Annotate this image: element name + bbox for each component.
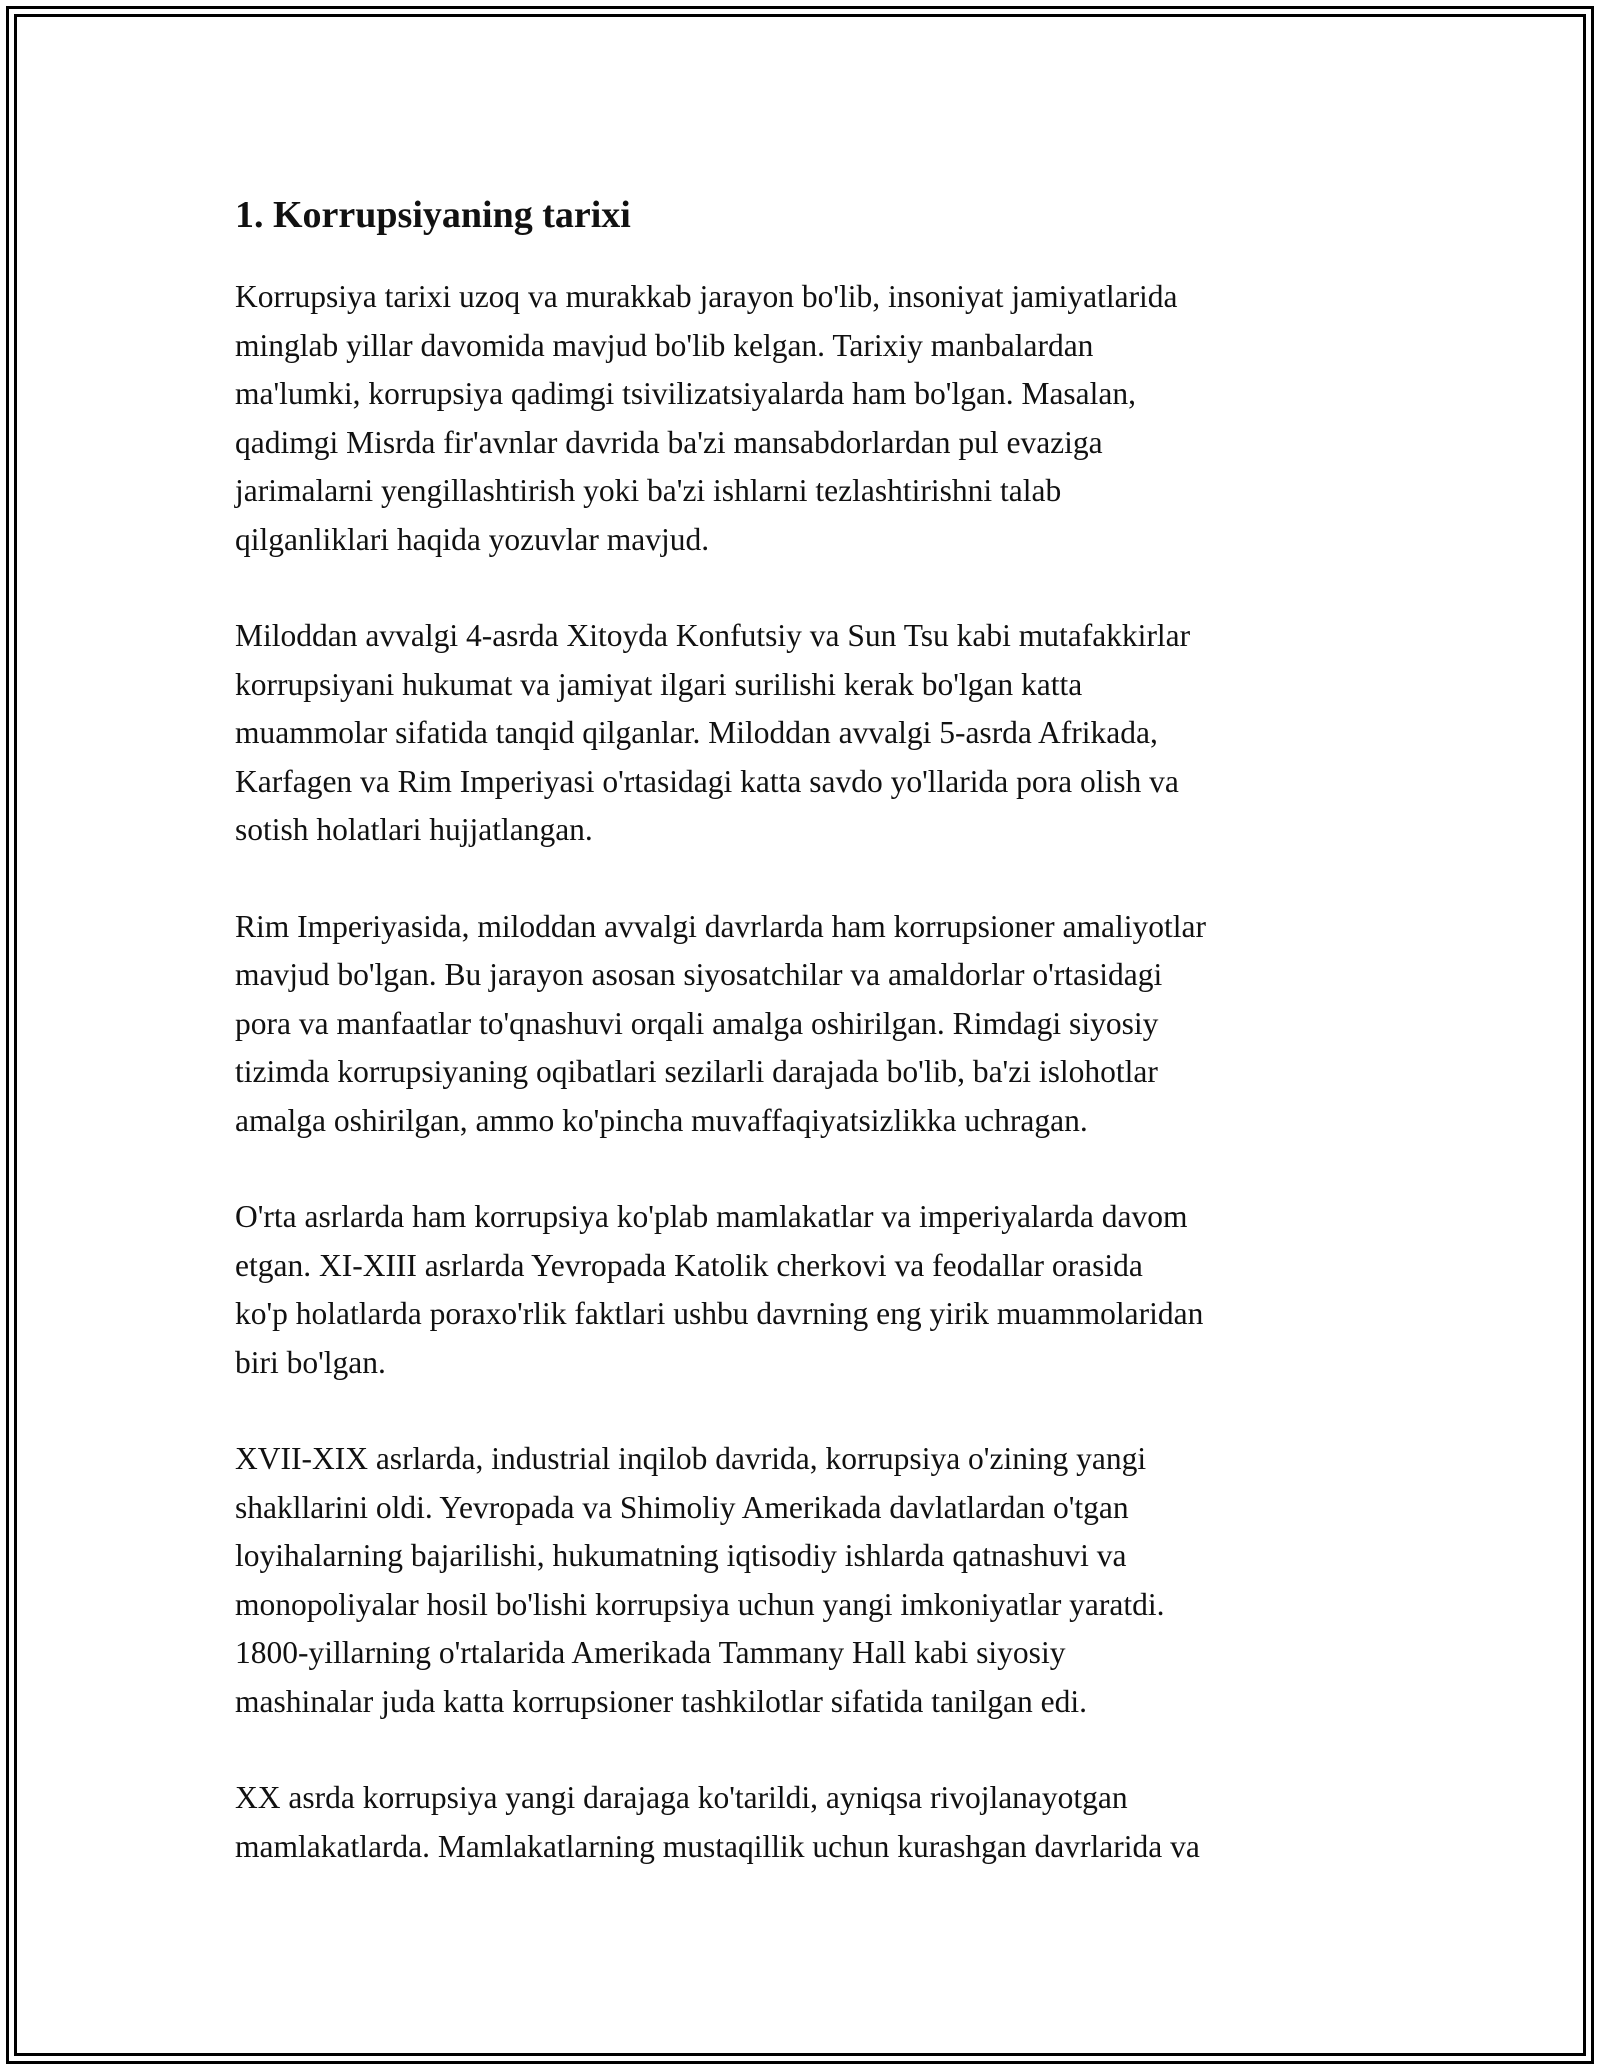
- paragraph-line: 1800-yillarning o'rtalarida Amerikada Tammany Hall kabi siyosiy: [235, 1635, 1066, 1670]
- paragraph-line: mashinalar juda katta korrupsioner tashkilotlar sifatida tanilgan edi.: [235, 1683, 1087, 1719]
- paragraph-line: XVII-XIX asrlarda, industrial inqilob davrida, korrupsiya o'zining yangi: [235, 1441, 1147, 1476]
- section-heading: 1. Korrupsiyaning tarixi: [235, 194, 631, 236]
- paragraph-line: minglab yillar davomida mavjud bo'lib kelgan. Tarixiy manbalardan: [235, 327, 1094, 363]
- paragraph-line: mavjud bo'lgan. Bu jarayon asosan siyosatchilar va amaldorlar o'rtasidagi: [235, 957, 1163, 992]
- paragraph-line: Rim Imperiyasida, miloddan avvalgi davrlarda ham korrupsioner amaliyotlar: [235, 908, 1206, 944]
- paragraph-line: ma'lumki, korrupsiya qadimgi tsivilizatsiyalarda ham bo'lgan. Masalan,: [235, 376, 1137, 411]
- paragraph-line: qadimgi Misrda fir'avnlar davrida ba'zi mansabdorlardan pul evaziga: [235, 424, 1103, 460]
- paragraph-line: XX asrda korrupsiya yangi darajaga ko'tarildi, ayniqsa rivojlanayotgan: [235, 1780, 1128, 1815]
- paragraph-line: shakllarini oldi. Yevropada va Shimoliy Amerikada davlatlardan o'tgan: [235, 1489, 1129, 1525]
- paragraph-line: Miloddan avvalgi 4-asrda Xitoyda Konfutsiy va Sun Tsu kabi mutafakkirlar: [235, 618, 1191, 653]
- paragraph-line: etgan. XI-XIII asrlarda Yevropada Katolik cherkovi va feodallar orasida: [235, 1247, 1143, 1283]
- paragraph: [235, 612, 1385, 855]
- paragraph-list: [235, 273, 1385, 1871]
- paragraph-line: amalga oshirilgan, ammo ko'pincha muvaffaqiyatsizlikka uchragan.: [235, 1102, 1088, 1138]
- paragraph: [235, 903, 1385, 1146]
- paragraph: [235, 1435, 1385, 1726]
- paragraph-line: monopoliyalar hosil bo'lishi korrupsiya uchun yangi imkoniyatlar yaratdi.: [235, 1586, 1165, 1622]
- paragraph-line: O'rta asrlarda ham korrupsiya ko'plab mamlakatlar va imperiyalarda davom: [235, 1199, 1188, 1234]
- paragraph-line: Karfagen va Rim Imperiyasi o'rtasidagi katta savdo yo'llarida pora olish va: [235, 763, 1179, 799]
- paragraph-line: ko'p holatlarda poraxo'rlik faktlari ushbu davrning eng yirik muammolaridan: [235, 1296, 1204, 1331]
- paragraph: [235, 1774, 1385, 1871]
- paragraph-line: korrupsiyani hukumat va jamiyat ilgari surilishi kerak bo'lgan katta: [235, 666, 1083, 702]
- paragraph-line: jarimalarni yengillashtirish yoki ba'zi ishlarni tezlashtirishni talab: [235, 473, 1062, 508]
- paragraph-line: loyihalarning bajarilishi, hukumatning iqtisodiy ishlarda qatnashuvi va: [235, 1538, 1127, 1573]
- paragraph-line: sotish holatlari hujjatlangan.: [235, 812, 593, 847]
- paragraph-line: Korrupsiya tarixi uzoq va murakkab jarayon bo'lib, insoniyat jamiyatlarida: [235, 279, 1178, 314]
- paragraph-line: biri bo'lgan.: [235, 1344, 386, 1380]
- paragraph-line: mamlakatlarda. Mamlakatlarning mustaqillik uchun kurashgan davrlarida va: [235, 1828, 1200, 1864]
- paragraph: [235, 273, 1385, 564]
- paragraph-line: tizimda korrupsiyaning oqibatlari sezilarli darajada bo'lib, ba'zi islohotlar: [235, 1054, 1158, 1089]
- document-body: [235, 185, 1385, 1919]
- paragraph: [235, 1193, 1385, 1387]
- paragraph-line: muammolar sifatida tanqid qilganlar. Miloddan avvalgi 5-asrda Afrikada,: [235, 715, 1158, 750]
- paragraph-line: pora va manfaatlar to'qnashuvi orqali amalga oshirilgan. Rimdagi siyosiy: [235, 1005, 1159, 1041]
- paragraph-line: qilganliklari haqida yozuvlar mavjud.: [235, 521, 710, 557]
